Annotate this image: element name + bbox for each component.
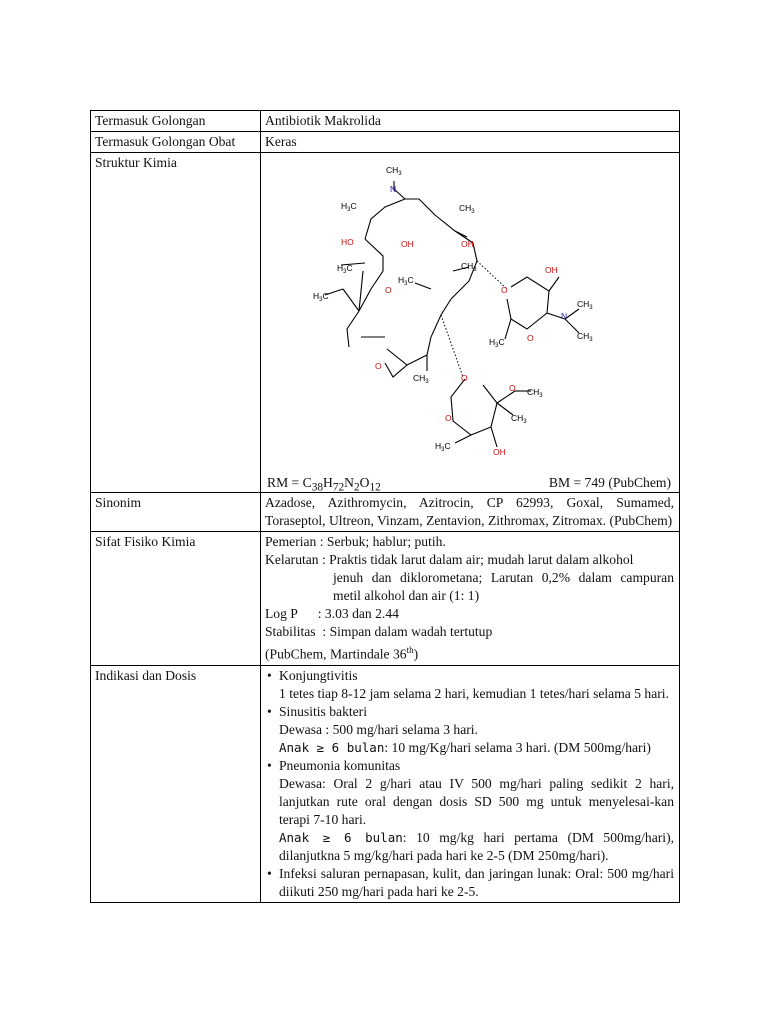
atom-label-h3c: $H_3C$	[341, 201, 357, 213]
value-golongan-obat: Keras	[261, 132, 680, 153]
sumber: (PubChem, Martindale 36th)	[265, 645, 419, 662]
atom-label-o-keto: O	[375, 361, 382, 371]
atom-label-o-sugar: O	[527, 333, 534, 343]
pemerian: Pemerian : Serbuk; hablur; putih.	[265, 534, 446, 549]
atom-label-h3c-c: $H_3C$	[398, 275, 414, 287]
list-item: • Infeksi saluran pernapasan, kulit, dan jaringan lunak: Oral: 500 mg/hari diikuti 250 mg/hari pada hari ke 2-5.	[265, 865, 674, 901]
atom-label-o-glyco-b: O	[461, 373, 468, 383]
atom-label-o-ring: O	[385, 285, 392, 295]
label-indikasi: Indikasi dan Dosis	[91, 665, 261, 902]
atom-label-n: N	[390, 184, 397, 194]
atom-label-ch3-b: $CH_3$	[459, 203, 475, 215]
value-golongan: Antibiotik Makrolida	[261, 111, 680, 132]
kelarutan-cont: jenuh dan diklorometana; Larutan 0,2% dalam campuran metil alkohol dan air (1: 1)	[333, 570, 674, 603]
atom-label-ch3-d: $CH_3$	[577, 299, 593, 311]
row-indikasi	[91, 665, 680, 902]
row-struktur	[91, 153, 680, 493]
atom-label-ch3-g: $CH_3$	[527, 387, 543, 399]
azithromycin-structure-diagram	[301, 159, 631, 469]
atom-label-oh-b: OH	[461, 239, 474, 249]
atom-label-h3c-f: $H_3C$	[435, 441, 451, 453]
atom-label-ho: HO	[341, 237, 354, 247]
row-golongan-obat	[91, 132, 680, 153]
list-item: • Konjungtivitis 1 tetes tiap 8-12 jam selama 2 hari, kemudian 1 tetes/hari selama 5 hari.	[265, 667, 674, 703]
stabilitas: Stabilitas : Simpan dalam wadah tertutup	[265, 624, 493, 639]
list-item: • Pneumonia komunitas Dewasa: Oral 2 g/hari atau IV 500 mg/hari paling sedikit 2 hari, lanjutkan rute oral dengan dosis SD 500 mg untuk menyelesai-kan terapi 7-10 hari. Anak ≥ 6 bulan: 10 mg/kg hari pertama (DM 500mg/hari), dilanjutkna 5 mg/kg/hari pada hari ke 2-5 (DM 250mg/hari).	[265, 757, 674, 865]
atom-label-oh-c: OH	[545, 265, 558, 275]
label-golongan: Termasuk Golongan	[91, 111, 261, 132]
label-sinonim: Sinonim	[91, 493, 261, 532]
atom-label-ch3-f: $CH_3$	[413, 373, 429, 385]
row-sinonim	[91, 493, 680, 532]
kelarutan: Kelarutan : Praktis tidak larut dalam air; mudah larut dalam alkohol	[265, 552, 634, 567]
value-indikasi	[261, 665, 680, 902]
label-sifat: Sifat Fisiko Kimia	[91, 532, 261, 666]
row-golongan	[91, 111, 680, 132]
molecular-formula: RM = $C_{38}H_{72}N_2O_{12}$	[267, 475, 381, 494]
atom-label-oh-d: OH	[493, 447, 506, 457]
atom-label-h3c-d: $H_3C$	[313, 291, 329, 303]
atom-label-oh: OH	[401, 239, 414, 249]
atom-label-h3c-b: $H_3C$	[337, 263, 353, 275]
atom-label-o-sugar-b: O	[445, 413, 452, 423]
label-golongan-obat: Termasuk Golongan Obat	[91, 132, 261, 153]
atom-label-o-glyco: O	[501, 285, 508, 295]
label-struktur: Struktur Kimia	[91, 153, 261, 493]
atom-label-o-methoxy: O	[509, 383, 516, 393]
atom-label-ch3-h: $CH_3$	[511, 413, 527, 425]
log-p: Log P : 3.03 dan 2.44	[265, 606, 399, 621]
value-sinonim: Azadose, Azithromycin, Azitrocin, CP 62993, Goxal, Sumamed, Toraseptol, Ultreon, Vinzam, Zentavion, Zithromax, Zitromax. (PubChem)	[261, 493, 680, 532]
list-item: • Sinusitis bakteri Dewasa : 500 mg/hari selama 3 hari. Anak ≥ 6 bulan: 10 mg/Kg/hari selama 3 hari. (DM 500mg/hari)	[265, 703, 674, 757]
atom-label-ch3: $CH_3$	[386, 165, 402, 177]
atom-label-ch3-c: $CH_3$	[461, 261, 477, 273]
row-sifat	[91, 532, 680, 666]
formula-line	[267, 474, 671, 492]
atom-label-h3c-e: $H_3C$	[489, 337, 505, 349]
value-sifat	[261, 532, 680, 666]
drug-monograph-table	[90, 110, 680, 903]
value-struktur	[261, 153, 680, 493]
atom-label-n-b: N	[561, 311, 568, 321]
atom-label-ch3-e: $CH_3$	[577, 331, 593, 343]
molecular-weight: BM = 749 (PubChem)	[548, 475, 671, 490]
